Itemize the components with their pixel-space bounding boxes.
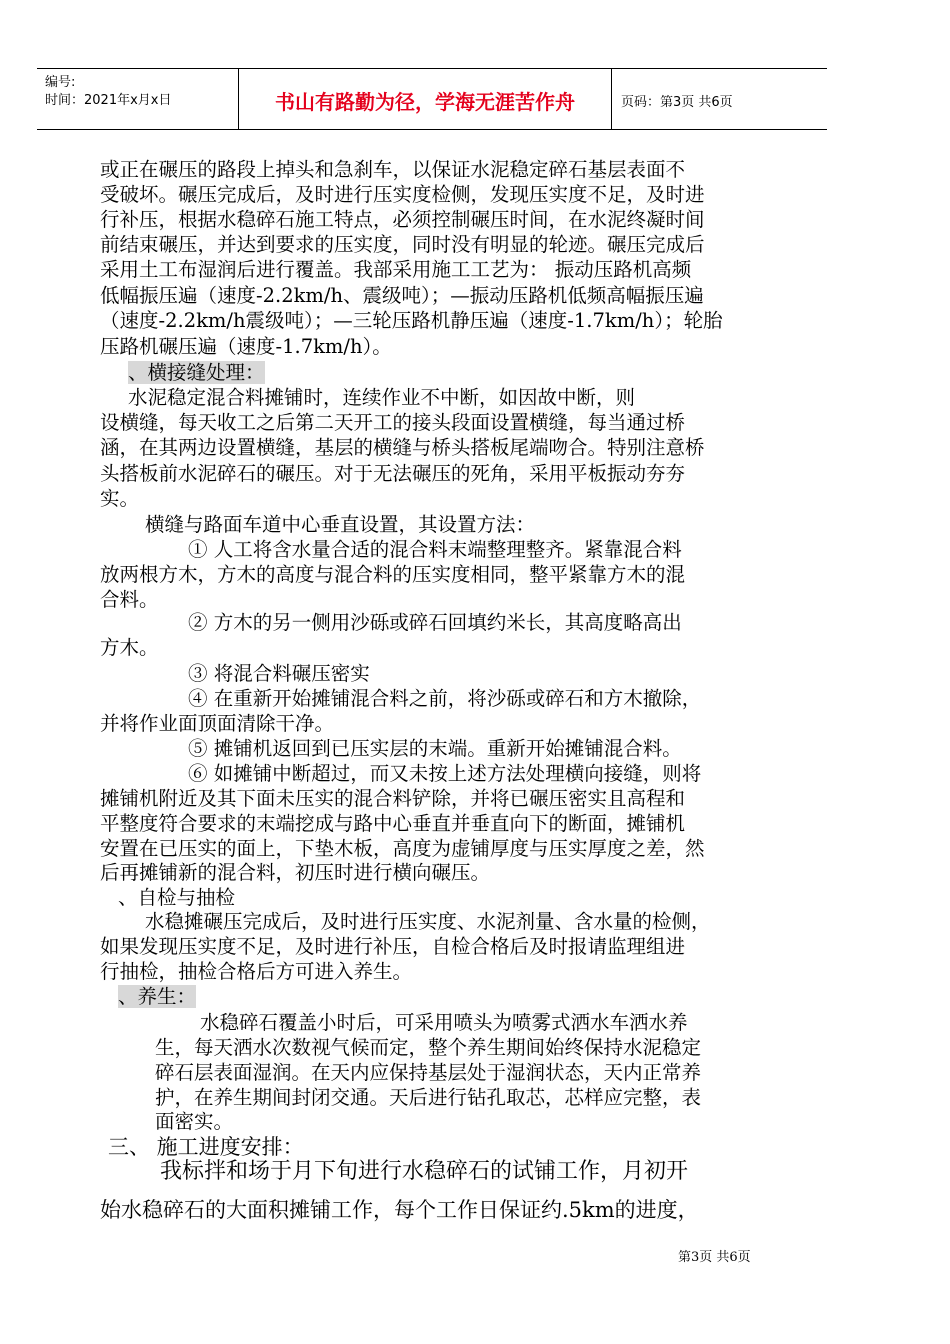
body-line: 或正在碾压的路段上掉头和急刹车，以保证水泥稳定碎石基层表面不 <box>100 158 686 181</box>
section-heading-curing <box>118 985 196 1009</box>
body-line: 平整度符合要求的末端挖成与路中心垂直并垂直向下的断面，摊铺机 <box>100 812 686 835</box>
body-line: 面密实。 <box>155 1110 234 1133</box>
body-line: 生，每天洒水次数视气候而定，整个养生期间始终保持水泥稳定 <box>155 1036 702 1059</box>
document-time-label: 时间：2021年x月x日 <box>45 93 172 108</box>
section-heading-schedule: 三、 施工进度安排： <box>108 1135 304 1159</box>
body-line: 如果发现压实度不足，及时进行补压，自检合格后及时报请监理组进 <box>100 935 686 958</box>
body-line: 摊铺机附近及其下面未压实的混合料铲除，并将已碾压密实且高程和 <box>100 787 686 810</box>
page-footer-number: 第3页 共6页 <box>678 1250 751 1265</box>
body-line: 行补压，根据水稳碎石施工特点，必须控制碾压时间，在水泥终凝时间 <box>100 208 705 231</box>
step-item: ⑤ 摊铺机返回到已压实层的末端。重新开始摊铺混合料。 <box>188 737 682 760</box>
body-line: 放两根方木，方木的高度与混合料的压实度相同，整平紧靠方木的混 <box>100 563 686 586</box>
body-line: 采用土工布湿润后进行覆盖。我部采用施工工艺为： 振动压路机高频 <box>100 258 692 281</box>
body-line: 水泥稳定混合料摊铺时，连续作业不中断，如因故中断，则 <box>128 386 636 409</box>
body-line: 我标拌和场于月下旬进行水稳碎石的试铺工作，月初开 <box>160 1159 689 1184</box>
body-line: 设横缝，每天收工之后第二天开工的接头段面设置横缝，每当通过桥 <box>100 411 686 434</box>
body-line: 安置在已压实的面上，下垫木板，高度为虚铺厚度与压实厚度之差，然 <box>100 837 705 860</box>
section-heading-self-inspection: 、自检与抽检 <box>118 886 236 909</box>
body-line: 低幅振压遍（速度-2.2km/h、震级吨）；—振动压路机低频高幅振压遍 <box>100 284 704 307</box>
body-line: 压路机碾压遍（速度-1.7km/h）。 <box>100 335 392 358</box>
body-line: 方木。 <box>100 636 159 659</box>
step-item: ④ 在重新开始摊铺混合料之前，将沙砾或碎石和方木撤除， <box>188 687 702 710</box>
body-line: 行抽检，抽检合格后方可进入养生。 <box>100 960 413 983</box>
body-line: 横缝与路面车道中心垂直设置，其设置方法： <box>145 513 536 536</box>
header-page-cell <box>611 69 827 129</box>
body-line: 碎石层表面湿润。在天内应保持基层处于湿润状态，天内正常养 <box>155 1061 702 1084</box>
body-line: （速度-2.2km/h震级吨）；—三轮压路机静压遍（速度-1.7km/h）；轮胎 <box>100 309 723 332</box>
header-motto-cell <box>238 69 612 129</box>
step-item: ② 方木的另一侧用沙砾或碎石回填约米长，其高度略高出 <box>188 611 682 634</box>
body-line: 护，在养生期间封闭交通。天后进行钻孔取芯，芯样应完整，表 <box>155 1086 702 1109</box>
body-line: 涵，在其两边设置横缝，基层的横缝与桥头搭板尾端吻合。特别注意桥 <box>100 436 705 459</box>
section-heading-transverse-joint <box>128 361 265 385</box>
body-line: 头搭板前水泥碎石的碾压。对于无法碾压的死角，采用平板振动夯夯 <box>100 462 686 485</box>
body-line: 后再摊铺新的混合料，初压时进行横向碾压。 <box>100 861 491 884</box>
body-line: 水稳摊碾压完成后，及时进行压实度、水泥剂量、含水量的检侧， <box>145 910 711 933</box>
step-item: ③ 将混合料碾压密实 <box>188 662 370 685</box>
body-line: 实。 <box>100 487 140 510</box>
highlighted-text: 、养生： <box>118 985 197 1008</box>
header-meta-cell <box>37 69 237 129</box>
highlighted-text: 、横接缝处理： <box>128 361 265 384</box>
body-line: 并将作业面顶面清除干净。 <box>100 712 335 735</box>
step-item: ① 人工将含水量合适的混合料末端整理整齐。紧靠混合料 <box>188 538 682 561</box>
body-line: 受破坏。碾压完成后，及时进行压实度检侧，发现压实度不足，及时进 <box>100 183 705 206</box>
header-motto: 书山有路勤为径，学海无涯苦作舟 <box>275 90 575 114</box>
header-page-number: 页码：第3页 共6页 <box>621 95 733 110</box>
body-line: 合料。 <box>100 588 159 611</box>
document-number-label: 编号: <box>45 75 76 90</box>
body-line: 水稳碎石覆盖小时后，可采用喷头为喷雾式洒水车洒水养 <box>200 1011 688 1034</box>
body-line: 始水稳碎石的大面积摊铺工作，每个工作日保证约.5km的进度， <box>100 1198 699 1222</box>
step-item: ⑥ 如摊铺中断超过，而又未按上述方法处理横向接缝，则将 <box>188 762 702 785</box>
body-line: 前结束碾压，并达到要求的压实度，同时没有明显的轮迹。碾压完成后 <box>100 233 705 256</box>
page-header <box>37 68 827 130</box>
